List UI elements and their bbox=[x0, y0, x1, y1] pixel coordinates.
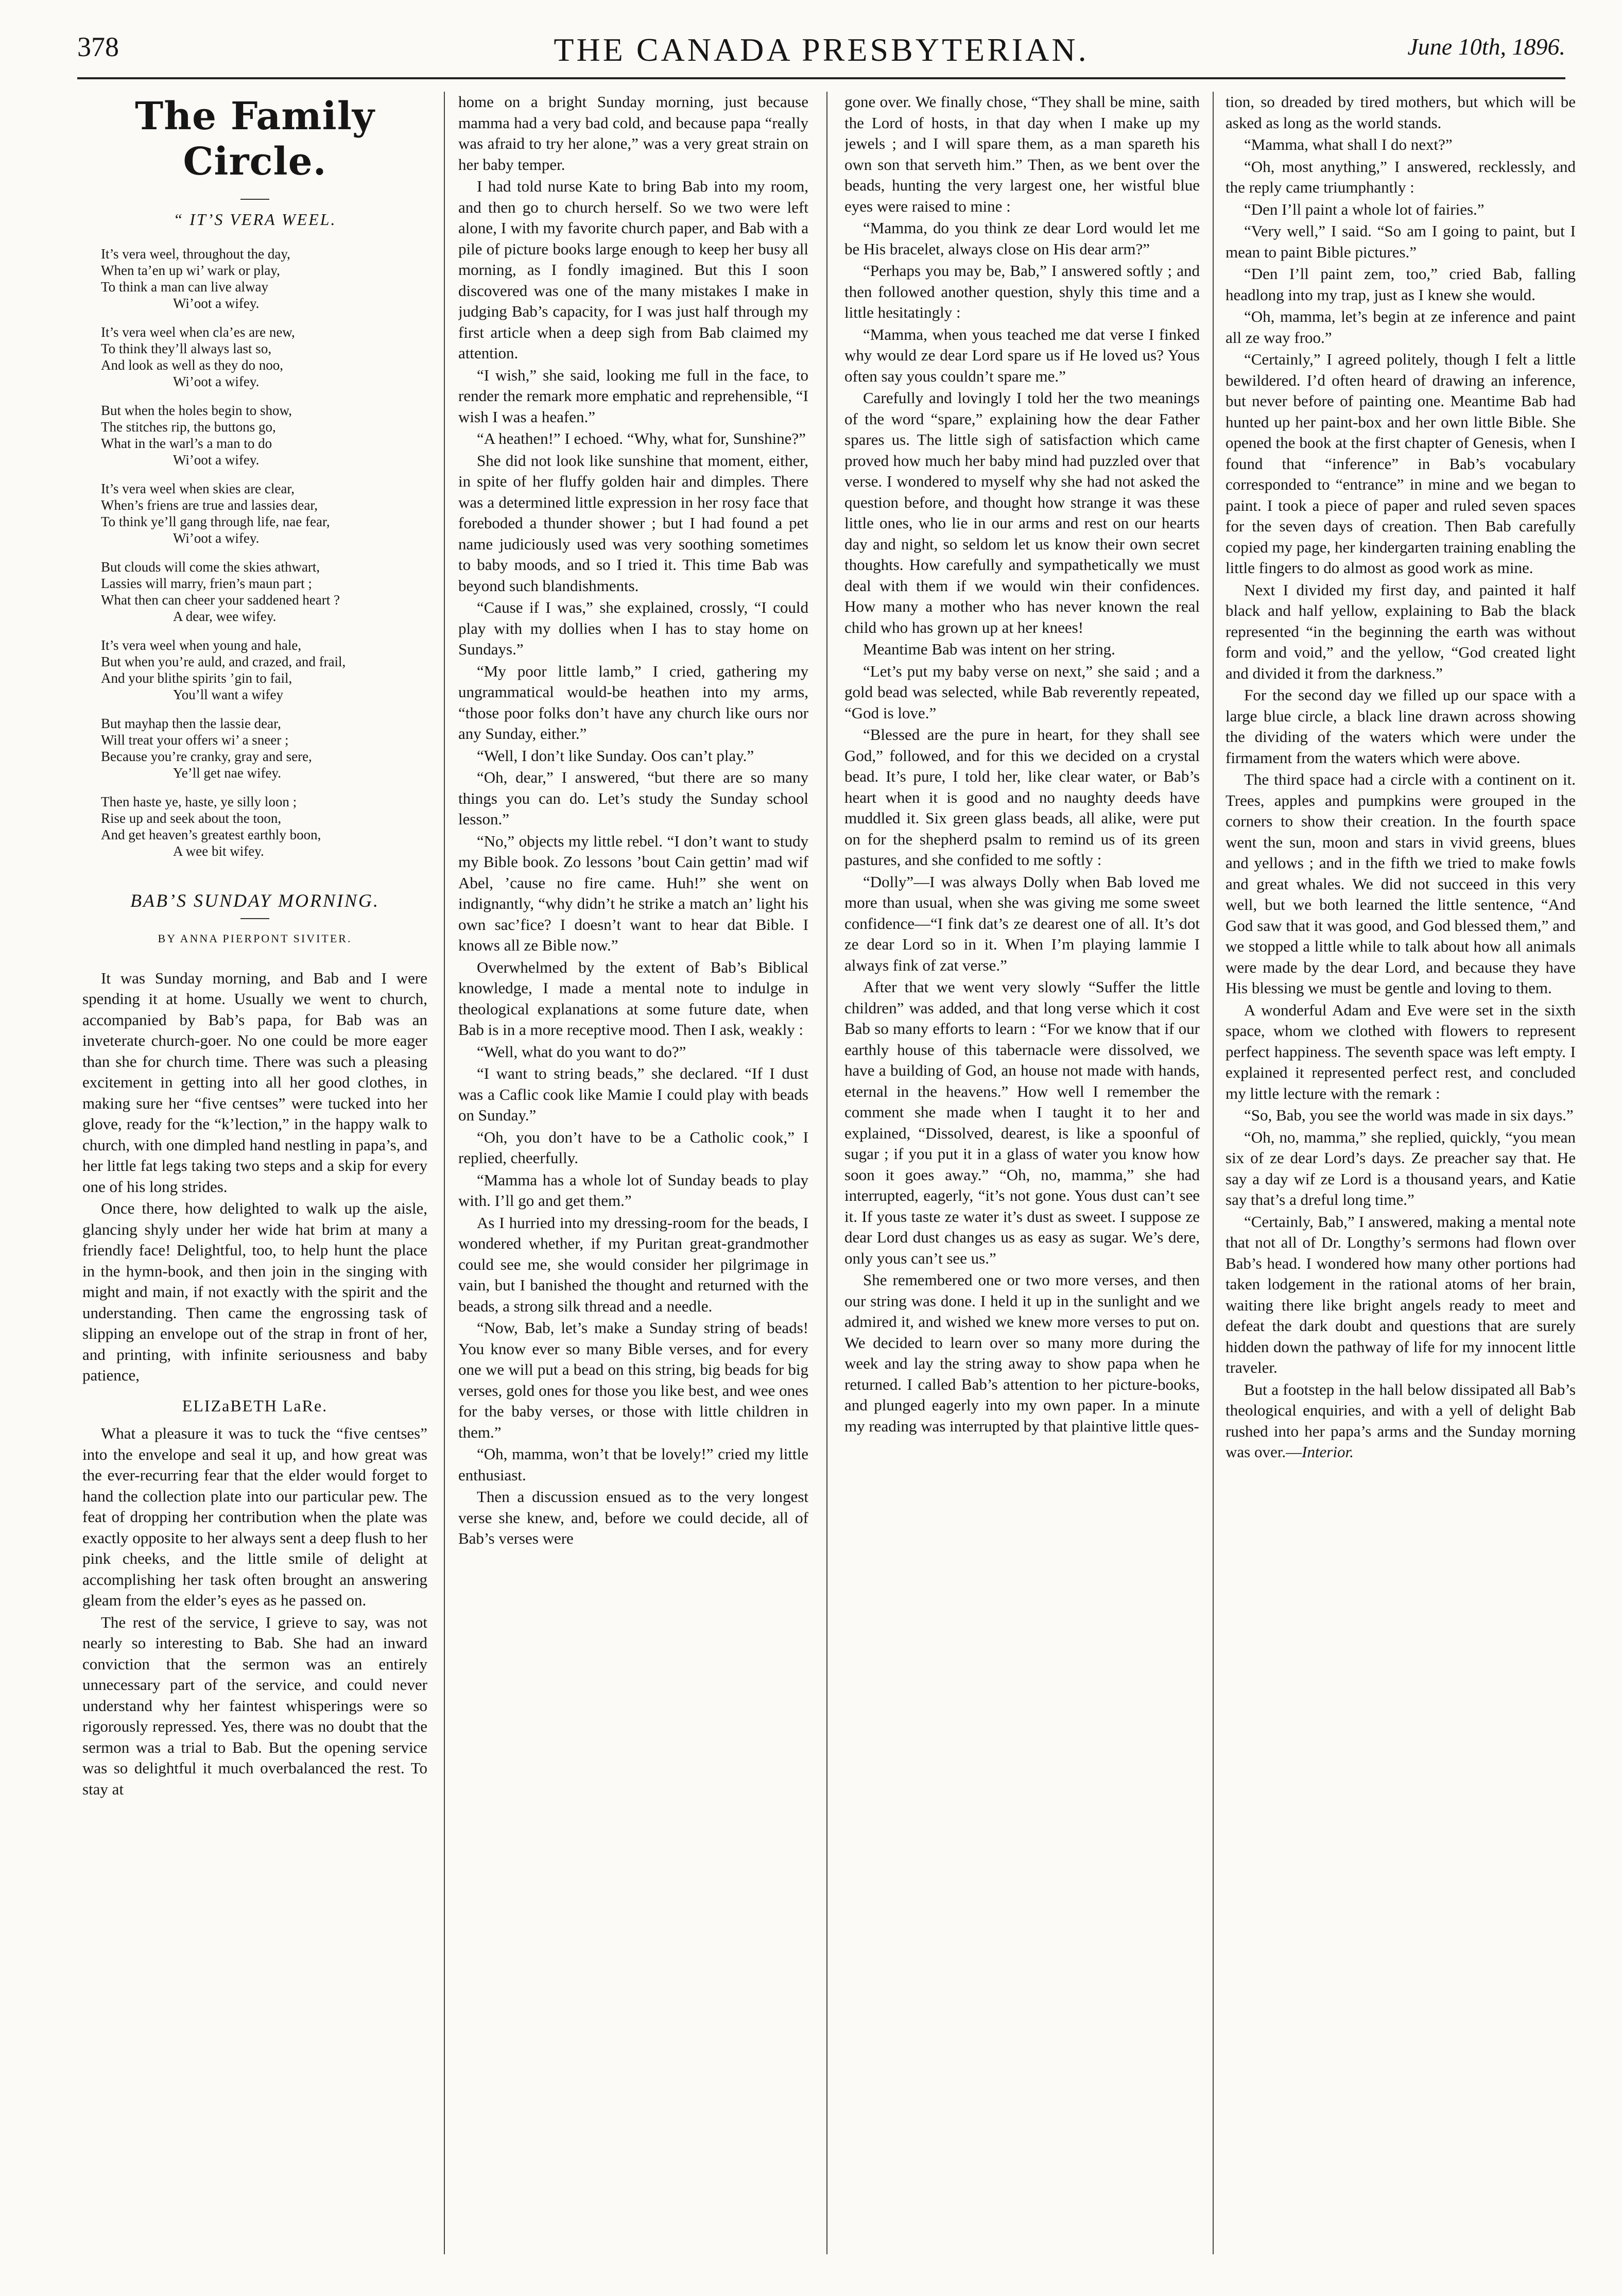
poem-line: It’s vera weel when skies are clear, bbox=[101, 480, 295, 496]
paragraph bbox=[1226, 1379, 1576, 1463]
byline: BY ANNA PIERPONT SIVITER. bbox=[158, 932, 352, 945]
paragraph: “Oh, mamma, let’s begin at ze inference and paint all ze way froo.” bbox=[1226, 307, 1576, 347]
paragraph: I had told nurse Kate to bring Bab into my room, and then go to church herself. So we two were left alone, I with my favorite church paper, and Bab with a pile of picture books large enough to keep her busy all morning, as I fondly imagined. But this I soon discovered was one of the many mistakes I make in judging Bab’s capacity, for I was just half through my first article when a deep sigh from Bab claimed my attention. bbox=[458, 177, 808, 362]
paragraph: “So, Bab, you see the world was made in six days.” bbox=[1244, 1106, 1574, 1124]
paragraph: “I want to string beads,” she declared. “If I dust was a Caflic cook like Mamie I could play with beads on Sunday.” bbox=[458, 1064, 808, 1124]
paragraph: home on a bright Sunday morning, just because mamma had a very bad cold, and because papa “really was afraid to try her alone,” was a very great strain on her baby temper. bbox=[458, 93, 808, 174]
paragraph: “Den I’ll paint a whole lot of fairies.” bbox=[1244, 200, 1485, 218]
poem-line: Wi’oot a wifey. bbox=[173, 530, 260, 546]
poem-line: Will treat your offers wi’ a sneer ; bbox=[101, 732, 289, 748]
issue-date: June 10th, 1896. bbox=[1407, 33, 1565, 60]
paragraph: “Well, I don’t like Sunday. Oos can’t play.” bbox=[477, 746, 754, 765]
poem-line: But clouds will come the skies athwart, bbox=[101, 559, 320, 575]
closing-text: But a footstep in the hall below dissipated all Bab’s theological enquiries, and with a yell of delight Bab rushed into her papa’s arms and the Sunday morning was over.— bbox=[1226, 1380, 1576, 1461]
paragraph: For the second day we filled up our space with a large blue circle, a black line drawn across showing the dividing of the waters which were under the firmament from the waters which were above. bbox=[1226, 686, 1576, 767]
header-rule bbox=[77, 77, 1565, 79]
paragraph: “Perhaps you may be, Bab,” I answered softly ; and then followed another question, shyly this time and a little hesitatingly : bbox=[844, 262, 1200, 321]
poem-line: Because you’re cranky, gray and sere, bbox=[101, 748, 312, 764]
paragraph: Then a discussion ensued as to the very longest verse she knew, and, before we could decide, all of Bab’s verses were bbox=[458, 1488, 808, 1547]
poem-line: Rise up and seek about the toon, bbox=[101, 810, 282, 826]
poem-line: To think ye’ll gang through life, nae fear, bbox=[101, 513, 330, 529]
poem-line: Then haste ye, haste, ye silly loon ; bbox=[101, 793, 297, 809]
poem-line: To think a man can live alway bbox=[101, 279, 269, 295]
paragraph: “Certainly,” I agreed politely, though I felt a little bewildered. I’d often heard of drawing an inference, but never before of painting one. Meantime Bab had hunted up her paint-box and her own little Bible. She opened the book at the first chapter of Genesis, when I found that “inference” in Bab’s vocabulary corresponded to “entrance” in mine and we began to paint. I took a piece of paper and ruled seven spaces for the seven days of creation. Then Bab carefully copied my page, her kindergarten training enabling the little fingers to do almost as good work as mine. bbox=[1226, 350, 1576, 577]
poem-line: When’s friens are true and lassies dear, bbox=[101, 497, 318, 513]
poem-stanza bbox=[101, 715, 427, 781]
poem-line: Wi’oot a wifey. bbox=[173, 452, 260, 468]
paragraph: “Let’s put my baby verse on next,” she said ; and a gold bead was selected, while Bab reverently repeated, “God is love.” bbox=[844, 662, 1200, 722]
paragraph: “Den I’ll paint zem, too,” cried Bab, falling headlong into my trap, just as I knew she would. bbox=[1226, 265, 1576, 304]
paragraph: “No,” objects my little rebel. “I don’t want to study my Bible book. Zo lessons ’bout Cain gettin’ mad wif Abel, ’cause no fire came. Huh!” she went on indignantly, “why didn’t he strike a match an’ light his own sac’fice? I doesn’t want to hear dat Bible. I knows all ze Bible now.” bbox=[458, 832, 808, 954]
poem-line: But when you’re auld, and crazed, and frail, bbox=[101, 653, 346, 669]
source-credit: Interior. bbox=[1302, 1443, 1354, 1461]
poem-stanza bbox=[101, 637, 427, 703]
paragraph: A wonderful Adam and Eve were set in the sixth space, whom we clothed with flowers to represent perfect happiness. The seventh space was left empty. I explained it represented perfect rest, and concluded my little lecture with the remark : bbox=[1226, 1000, 1576, 1102]
paragraph: “Very well,” I said. “So am I going to paint, but I mean to paint Bible pictures.” bbox=[1226, 222, 1576, 261]
paragraph: The third space had a circle with a continent on it. Trees, apples and pumpkins were grouped in the corners to show their creation. In the fourth space went the sun, moon and stars in vivid greens, blues and yellows ; and in the fifth we tried to make fowls and great whales. We did not succeed in this very well, but we both learned the little sentence, “And God saw that it was good, and God blessed them,” and we stopped a little while to talk about how all animals were made by the dear Lord, and because they have His blessing we must be gentle and loving to them. bbox=[1226, 770, 1576, 997]
paragraph: “Cause if I was,” she explained, crossly, “I could play with my dollies when I has to stay home on Sundays.” bbox=[458, 598, 808, 658]
section-title: The Family Circle. bbox=[135, 94, 375, 184]
rule bbox=[240, 918, 269, 919]
poem-line: But mayhap then the lassie dear, bbox=[101, 715, 281, 731]
poem-line: Wi’oot a wifey. bbox=[173, 373, 260, 389]
column-4 bbox=[1226, 92, 1576, 2259]
paragraph: Next I divided my first day, and painted it half black and half yellow, explaining to Bab the black represented “in the beginning the earth was without form and void,” and the yellow, “God created light and divided it from the darkness.” bbox=[1226, 580, 1576, 682]
paragraph: tion, so dreaded by tired mothers, but which will be asked as long as the world stands. bbox=[1226, 93, 1576, 132]
poem-line: To think they’ll always last so, bbox=[101, 340, 272, 356]
poem-line: It’s vera weel when cla’es are new, bbox=[101, 324, 295, 340]
poem-line: And get heaven’s greatest earthly boon, bbox=[101, 826, 321, 842]
poem-line: The stitches rip, the buttons go, bbox=[101, 419, 276, 435]
poem-line: Wi’oot a wifey. bbox=[173, 295, 260, 311]
column-3 bbox=[844, 92, 1200, 2259]
paragraph: Once there, how delighted to walk up the aisle, glancing shyly under her wide hat brim at many a friendly face! Delightful, too, to help hunt the place in the hymn-book, and then join in the singing with might and main, if not exactly with the spirit and the understanding. Then came the engrossing task of slipping an envelope out of the strap in front of her, and printing, with infinite seriousness and baby patience, bbox=[82, 1199, 427, 1384]
poem-stanza bbox=[101, 402, 427, 468]
paragraph: “Oh, most anything,” I answered, recklessly, and the reply came triumphantly : bbox=[1226, 157, 1576, 196]
poem-line: Ye’ll get nae wifey. bbox=[173, 765, 281, 781]
paragraph: “Dolly”—I was always Dolly when Bab loved me more than usual, when she was giving me some sweet confidence—“I fink dat’s ze dearest one of all. It’s dot ze dear Lord so in it. When I’m playing lammie I always fink of zat verse.” bbox=[844, 872, 1200, 974]
paragraph: “Oh, no, mamma,” she replied, quickly, “you mean six of ze dear Lord’s days. Ze preacher say that. He say a day wif ze Lord is a thousand years, and Katie say that’s a dreful long time.” bbox=[1226, 1128, 1576, 1209]
paragraph: Meantime Bab was intent on her string. bbox=[863, 640, 1115, 658]
poem-stanza bbox=[101, 793, 427, 859]
paragraph: After that we went very slowly “Suffer the little children” was added, and that long verse which it cost Bab so many efforts to learn : “For we know that if our earthly house of this tabernacle were dissolved, we have a building of God, an house not made with hands, eternal in the heavens.” How well I remember the comment she made when I taught it to her and explained, “Dissolved, dearest, is like a spoonful of sugar ; if you put it in a glass of water you know how soon it goes away.” “Oh, no, mamma,” she had interrupted, eagerly, “it’s not gone. Yous dust can’t see it. If yous taste ze water it’s dust as sweet. I suppose ze dear Lord dust changes us as easy as sugar. We’s dere, only yous can’t see us.” bbox=[844, 978, 1200, 1267]
paragraph: “Oh, you don’t have to be a Catholic cook,” I replied, cheerfully. bbox=[458, 1128, 808, 1167]
paragraph: “Now, Bab, let’s make a Sunday string of beads! You know ever so many Bible verses, and for every one we will put a bead on this string, big beads for big verses, gold ones for those you like best, and wee ones for the baby verses, or those with little children in them.” bbox=[458, 1319, 808, 1441]
paragraph: “Oh, dear,” I answered, “but there are so many things you can do. Let’s study the Sunday school lesson.” bbox=[458, 768, 808, 828]
paragraph: “Mamma, when yous teached me dat verse I finked why would ze dear Lord spare us if He loved us? Yous often say yous couldn’t spare me.” bbox=[844, 325, 1200, 385]
column-divider bbox=[444, 92, 445, 2254]
newspaper-title: THE CANADA PRESBYTERIAN. bbox=[554, 31, 1089, 68]
paragraph: “A heathen!” I echoed. “Why, what for, Sunshine?” bbox=[477, 429, 806, 447]
poem-line: When ta’en up wi’ wark or play, bbox=[101, 262, 280, 278]
paragraph: “Mamma, what shall I do next?” bbox=[1244, 135, 1453, 153]
paragraph: “Certainly, Bab,” I answered, making a mental note that not all of Dr. Longthy’s sermons had flown over Bab’s head. I wondered how many other portions had taken lodgement in the rational atoms of her brain, waiting there like bright angels ready to meet and defeat the dark doubt and questions that are surely hidden down the pathway of life for my innocent little traveler. bbox=[1226, 1212, 1576, 1376]
envelope-signature: ELIZaBETH LaRe. bbox=[182, 1396, 328, 1415]
poem-stanza bbox=[101, 324, 427, 390]
poem-line: What in the warl’s a man to do bbox=[101, 435, 272, 451]
paragraph: As I hurried into my dressing-room for the beads, I wondered whether, if my Puritan great-grandmother could see me, she would consider her pilgrimage in vain, but I banished the thought and returned with the beads, a strong silk thread and a needle. bbox=[458, 1213, 808, 1315]
poem-line: Lassies will marry, frien’s maun part ; bbox=[101, 575, 312, 591]
poem-line: What then can cheer your saddened heart ? bbox=[101, 592, 340, 608]
paragraph: “Mamma has a whole lot of Sunday beads to play with. I’ll go and get them.” bbox=[458, 1170, 808, 1210]
story-title: BAB’S SUNDAY MORNING. bbox=[130, 890, 379, 911]
column-divider bbox=[1213, 92, 1214, 2254]
paragraph: Overwhelmed by the extent of Bab’s Biblical knowledge, I made a mental note to indulge in theological explanations at some future date, when Bab is in a more receptive mood. Then I ask, weakly : bbox=[458, 958, 808, 1039]
poem-line: A wee bit wifey. bbox=[173, 843, 264, 859]
paragraph: Carefully and lovingly I told her the two meanings of the word “spare,” explaining how the dear Father spares us. The little sigh of satisfaction which came proved how much her baby mind had puzzled over that verse. I wondered to myself why she had not asked the question before, and thought how strange it was these little ones, who lie in our arms and rest on our hearts day and night, so seldom let us know their own secret thoughts. How carefully and sympathetically we must deal with them if we would win their confidences. How many a mother who has never known the real child who has grown up at her knees! bbox=[844, 389, 1200, 636]
poem-line: And your blithe spirits ’gin to fail, bbox=[101, 670, 292, 686]
paragraph: “Well, what do you want to do?” bbox=[477, 1042, 686, 1061]
poem-stanza bbox=[101, 480, 427, 546]
page-number: 378 bbox=[77, 31, 119, 62]
column-divider bbox=[826, 92, 827, 2254]
paragraph: “Blessed are the pure in heart, for they shall see God,” followed, and for this we decided on a crystal bead. It’s pure, I told her, like clear water, or Bab’s heart when it is good and no naughty deeds have muddled it. Six green glass beads, all alike, were put on for the shepherd psalm to remind us of its green pastures, and she confided to me softly : bbox=[844, 726, 1200, 869]
poem-line: And look as well as they do noo, bbox=[101, 357, 283, 373]
paragraph: gone over. We finally chose, “They shall be mine, saith the Lord of hosts, in that day when I make up my jewels ; and I will spare them, as a man spareth his own son that serveth him.” Then, as we bent over the beads, hunting the very largest one, her wistful blue eyes were raised to mine : bbox=[844, 93, 1200, 215]
poem-stanza bbox=[101, 246, 427, 312]
paragraph: The rest of the service, I grieve to say, was not nearly so interesting to Bab. She had an inward conviction that the sermon was an entirely unnecessary part of the service, and could never understand why her faintest whisperings were so rigorously repressed. Yes, there was no doubt that the sermon was a trial to Bab. But the opening service was so delightful it much overbalanced the rest. To stay at bbox=[82, 1613, 427, 1798]
column-2 bbox=[458, 92, 808, 2259]
poem bbox=[82, 246, 427, 859]
paragraph: “Mamma, do you think ze dear Lord would let me be His bracelet, always close on His dear arm?” bbox=[844, 219, 1200, 258]
poem-line: You’ll want a wifey bbox=[173, 686, 283, 702]
poem-line: It’s vera weel when young and hale, bbox=[101, 637, 302, 653]
running-header bbox=[77, 31, 1565, 77]
paragraph: What a pleasure it was to tuck the “five centses” into the envelope and seal it up, and how great was the ever-recurring fear that the elder would forget to hand the collection plate into our particular pew. The feat of dropping her contribution when the plate was exactly opposite to her always sent a deep flush to her pink cheeks, and the little smile of delight at accomplishing her task often brought an answering gleam from the elder’s eyes as he passed on. bbox=[82, 1424, 427, 1609]
poem-stanza bbox=[101, 559, 427, 625]
poem-line: But when the holes begin to show, bbox=[101, 402, 292, 418]
poem-line: A dear, wee wifey. bbox=[173, 608, 277, 624]
paragraph: She did not look like sunshine that moment, either, in spite of her fluffy golden hair and dimples. There was a determined little expression in her rosy face that foreboded a thunder shower ; but I had found a pet name judiciously used was very soothing sometimes to baby moods, and so I tried it. This time Bab was beyond such blandishments. bbox=[458, 451, 808, 595]
paragraph: It was Sunday morning, and Bab and I were spending it at home. Usually we went to church, accompanied by Bab’s papa, for Bab was an inveterate church-goer. No one could be more eager than she for church time. There was such a pleasing excitement in getting into all her good clothes, in making sure her “five centses” were tucked into her glove, ready for the “k’lection,” in the happy walk to church, with one dimpled hand nestling in papa’s, and her little fat legs taking two steps and a skip for every one of his long strides. bbox=[82, 969, 427, 1196]
paragraph: “My poor little lamb,” I cried, gathering my ungrammatical would-be heathen into my arms, “those poor folks don’t have any church like ours nor any Sunday, either.” bbox=[458, 662, 808, 743]
poem-title: “ IT’S VERA WEEL. bbox=[173, 210, 337, 229]
rule bbox=[240, 199, 269, 200]
column-1 bbox=[82, 92, 427, 2259]
paragraph: “Oh, mamma, won’t that be lovely!” cried my little enthusiast. bbox=[458, 1445, 808, 1484]
paragraph: “I wish,” she said, looking me full in the face, to render the remark more emphatic and reprehensible, “I wish I was a heafen.” bbox=[458, 366, 808, 426]
paragraph: She remembered one or two more verses, and then our string was done. I held it up in the sunlight and we admired it, and wished we knew more verses to put on. We decided to learn over so many more during the week and lay the string away to show papa when he returned. I called Bab’s attention to her picture-books, and plunged eagerly into my own paper. In a minute my reading was interrupted by that plaintive little ques- bbox=[844, 1271, 1200, 1435]
poem-line: It’s vera weel, throughout the day, bbox=[101, 246, 290, 262]
